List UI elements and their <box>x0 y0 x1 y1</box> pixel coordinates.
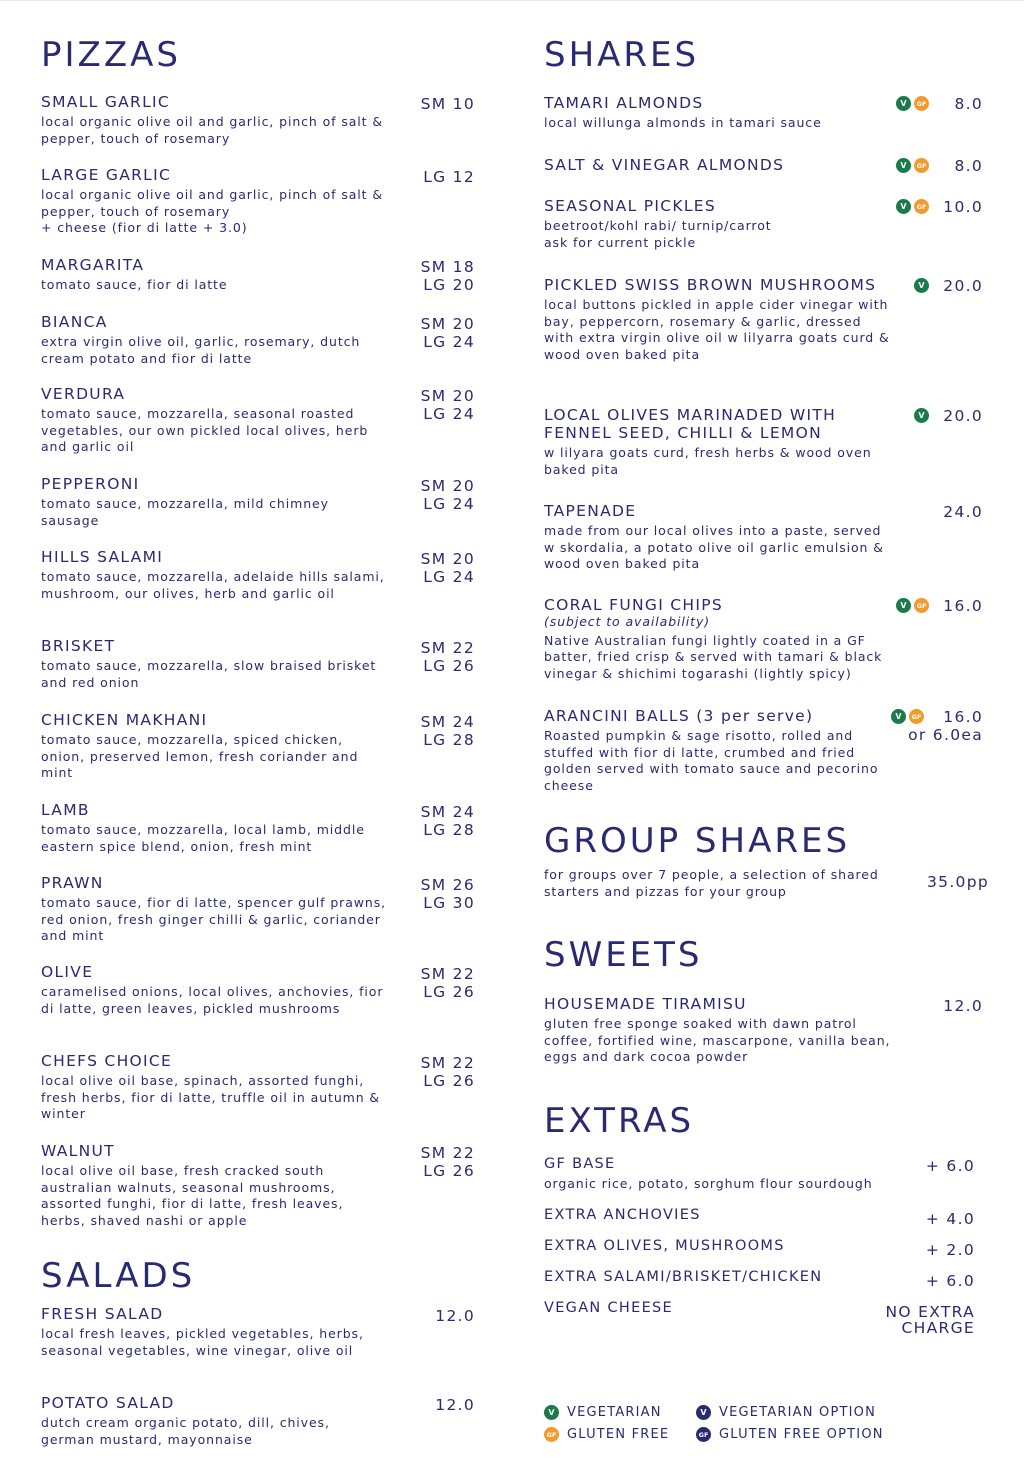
item-price <box>926 1273 975 1289</box>
vegetarian-icon: V <box>896 598 911 613</box>
item-description: tomato sauce, mozzarella, local lamb, middle eastern spice blend, onion, fresh mint <box>41 822 365 854</box>
item-name: SMALL GARLIC <box>41 93 171 111</box>
price-large: LG 30 <box>423 894 475 912</box>
diet-badges <box>896 158 929 173</box>
item-price <box>421 95 475 113</box>
item-price: 12.0 <box>943 997 983 1015</box>
diet-badges <box>896 96 929 111</box>
vegetarian-icon: V <box>544 1405 559 1420</box>
price-small: SM 22 <box>420 1144 475 1162</box>
item-name: MARGARITA <box>41 256 145 274</box>
menu-item <box>544 596 989 682</box>
vegetarian-icon: V <box>914 408 929 423</box>
item-price <box>943 407 983 425</box>
item-price <box>421 965 475 1001</box>
price-large: LG 24 <box>423 333 475 351</box>
item-name: EXTRA SALAMI/BRISKET/CHICKEN <box>544 1269 823 1285</box>
item-name: PRAWN <box>41 874 104 892</box>
item-name: EXTRA ANCHOVIES <box>544 1207 701 1223</box>
item-price <box>954 95 983 113</box>
item-description: caramelised onions, local olives, anchovies, fior di latte, green leaves, pickled mushrooms <box>41 984 384 1016</box>
item-name: CORAL FUNGI CHIPS <box>544 596 724 614</box>
price-main: 10.0 <box>943 198 983 216</box>
menu-item <box>41 1394 481 1448</box>
price-main: 20.0 <box>943 407 983 425</box>
legend-vegetarian-label: VEGETARIAN <box>567 1405 662 1420</box>
item-name: BRISKET <box>41 637 116 655</box>
price-small: SM 26 <box>420 876 475 894</box>
item-price <box>886 1304 975 1336</box>
diet-badges <box>914 408 929 423</box>
item-description: local fresh leaves, pickled vegetables, herbs, seasonal vegetables, wine vinegar, olive oil <box>41 1326 364 1358</box>
price-extra: CHARGE <box>901 1319 975 1337</box>
price-main: 8.0 <box>954 157 983 175</box>
item-name: LOCAL OLIVES MARINADED WITH FENNEL SEED, CHILLI & LEMON <box>544 406 837 442</box>
item-name: POTATO SALAD <box>41 1394 175 1412</box>
item-description: tomato sauce, mozzarella, mild chimney sausage <box>41 496 329 528</box>
group-shares-desc: for groups over 7 people, a selection of shared starters and pizzas for your group <box>544 867 879 899</box>
price-main: + 6.0 <box>925 1157 975 1175</box>
item-description: gluten free sponge soaked with dawn patrol coffee, fortified wine, mascarpone, vanilla bean, eggs and dark cocoa powder <box>544 1016 891 1064</box>
menu-item <box>544 707 989 794</box>
legend-vegetarian-option <box>696 1405 876 1420</box>
vegetarian-icon: V <box>896 199 911 214</box>
item-name: LARGE GARLIC <box>41 166 172 184</box>
price-large: LG 24 <box>423 495 475 513</box>
item-name: ARANCINI BALLS (3 per serve) <box>544 707 814 725</box>
item-description: Roasted pumpkin & sage risotto, rolled and stuffed with fior di latte, crumbed and fried golden served with tomato sauce and pecorino cheese <box>544 728 879 793</box>
item-name: LAMB <box>41 801 90 819</box>
menu-item <box>41 1052 481 1123</box>
item-description: tomato sauce, fior di latte, spencer gulf prawns, red onion, fresh ginger chilli & garlic, coriander and mint <box>41 895 387 943</box>
item-price <box>954 157 983 175</box>
menu-item <box>544 1268 989 1290</box>
extras-title: EXTRAS <box>544 1101 695 1141</box>
price-large: LG 28 <box>423 731 475 749</box>
item-description: local willunga almonds in tamari sauce <box>544 115 822 130</box>
item-price <box>908 708 983 744</box>
item-description: dutch cream organic potato, dill, chives, german mustard, mayonnaise <box>41 1415 330 1447</box>
item-name: HILLS SALAMI <box>41 548 164 566</box>
menu-item <box>544 1206 989 1228</box>
item-note: (subject to availability) <box>544 614 711 629</box>
item-name: HOUSEMADE TIRAMISU <box>544 995 747 1013</box>
top-rule <box>0 0 1024 1</box>
price-main: 16.0 <box>943 597 983 615</box>
item-price <box>943 198 983 216</box>
price-main: 24.0 <box>943 503 983 521</box>
diet-badges <box>914 278 929 293</box>
menu-item <box>41 548 481 602</box>
price-small: SM 22 <box>420 1054 475 1072</box>
item-description: tomato sauce, mozzarella, adelaide hills salami, mushroom, our olives, herb and garlic oil <box>41 569 385 601</box>
legend-vegetarian-option-label: VEGETARIAN OPTION <box>719 1405 877 1420</box>
price-small: SM 20 <box>420 387 475 405</box>
menu-item <box>544 276 989 363</box>
vegetarian-icon: V <box>896 96 911 111</box>
item-description: local olive oil base, spinach, assorted funghi, fresh herbs, fior di latte, truffle oil in autumn & winter <box>41 1073 381 1121</box>
item-price <box>943 277 983 295</box>
item-name: BIANCA <box>41 313 108 331</box>
item-description: Native Australian fungi lightly coated in a GF batter, fried crisp & served with tamari & black vinegar & shichimi togarashi (lightly spicy) <box>544 632 883 681</box>
item-price <box>421 387 475 423</box>
item-price <box>943 597 983 615</box>
diet-badges <box>896 598 929 613</box>
item-description: local buttons pickled in apple cider vinegar with bay, peppercorn, rosemary & garlic, dressed with extra virgin olive oil w lilyarra goats curd & wood oven baked pita <box>544 297 890 362</box>
menu-item <box>41 637 481 691</box>
item-price <box>421 713 475 749</box>
price-large: LG 26 <box>423 1072 475 1090</box>
price-large: LG 26 <box>423 657 475 675</box>
price-small: SM 24 <box>420 713 475 731</box>
gluten-free-icon: GF <box>914 96 929 111</box>
item-name: WALNUT <box>41 1142 115 1160</box>
price-main: + 2.0 <box>925 1241 975 1259</box>
item-name: FRESH SALAD <box>41 1305 164 1323</box>
item-price: 12.0 <box>435 1396 475 1414</box>
menu-item <box>544 94 989 132</box>
item-description: tomato sauce, mozzarella, seasonal roasted vegetables, our own pickled local olives, herb and garlic oil <box>41 406 369 454</box>
gluten-free-icon: GF <box>914 158 929 173</box>
price-main: 8.0 <box>954 95 983 113</box>
price-small: SM 24 <box>420 803 475 821</box>
item-price: 12.0 <box>435 1307 475 1325</box>
item-description: tomato sauce, fior di latte <box>41 277 228 292</box>
item-description: made from our local olives into a paste, served w skordalia, a potato olive oil garlic emulsion & wood oven baked pita <box>544 523 884 571</box>
price-large: LG 24 <box>423 405 475 423</box>
menu-item <box>41 385 481 456</box>
item-name: CHICKEN MAKHANI <box>41 711 208 729</box>
price-main: NO EXTRA <box>885 1303 975 1321</box>
price-small: SM 20 <box>420 315 475 333</box>
menu-item <box>544 197 989 251</box>
gluten-free-icon: GF <box>909 709 924 724</box>
group-shares-item <box>544 867 989 900</box>
price-main: 16.0 <box>943 708 983 726</box>
price-small: SM 10 <box>420 95 475 113</box>
item-name: VERDURA <box>41 385 126 403</box>
gluten-free-icon: GF <box>544 1427 559 1442</box>
menu-item <box>544 156 989 174</box>
item-description: w lilyara goats curd, fresh herbs & wood oven baked pita <box>544 445 872 477</box>
item-description: local organic olive oil and garlic, pinch of salt & pepper, touch of rosemary <box>41 114 383 146</box>
item-price <box>421 477 475 513</box>
legend-gluten-free <box>544 1427 669 1442</box>
vegetarian-icon: V <box>896 158 911 173</box>
menu-item <box>544 406 989 478</box>
menu-item <box>41 801 481 855</box>
item-name: PEPPERONI <box>41 475 140 493</box>
gluten-free-icon: GF <box>914 598 929 613</box>
price-small: SM 22 <box>420 965 475 983</box>
menu-item <box>41 963 481 1017</box>
menu-item <box>41 711 481 782</box>
price-large: LG 20 <box>423 276 475 294</box>
menu-item <box>544 502 989 573</box>
vegetarian-icon: V <box>914 278 929 293</box>
price-large: LG 24 <box>423 568 475 586</box>
pizzas-title: PIZZAS <box>41 35 181 75</box>
item-name: SEASONAL PICKLES <box>544 197 717 215</box>
item-price <box>421 1054 475 1090</box>
item-price <box>421 1144 475 1180</box>
price-small: LG 12 <box>423 168 475 186</box>
shares-title: SHARES <box>544 35 700 75</box>
item-name: CHEFS CHOICE <box>41 1052 173 1070</box>
price-large: LG 26 <box>423 983 475 1001</box>
item-description: beetroot/kohl rabi/ turnip/carrot <box>544 218 772 233</box>
item-name: TAPENADE <box>544 502 637 520</box>
vegetarian-option-icon: V <box>696 1405 711 1420</box>
menu-item <box>41 1142 481 1229</box>
price-small: SM 20 <box>420 477 475 495</box>
item-description: organic rice, potato, sorghum flour sourdough <box>544 1176 873 1191</box>
diet-badges <box>896 199 929 214</box>
price-main: 20.0 <box>943 277 983 295</box>
item-description: tomato sauce, mozzarella, spiced chicken, onion, preserved lemon, fresh coriander and mint <box>41 732 359 780</box>
menu-item <box>544 1299 989 1337</box>
group-shares-price: 35.0pp <box>927 873 989 891</box>
item-description-extra: + cheese (fior di latte + 3.0) <box>41 220 248 235</box>
gluten-free-option-icon: GF <box>696 1427 711 1442</box>
menu-item <box>41 256 481 294</box>
item-description: tomato sauce, mozzarella, slow braised brisket and red onion <box>41 658 377 690</box>
price-main: + 4.0 <box>925 1210 975 1228</box>
item-description: local organic olive oil and garlic, pinch of salt & pepper, touch of rosemary <box>41 187 383 219</box>
item-price <box>943 503 983 521</box>
group-shares-title: GROUP SHARES <box>544 821 851 861</box>
item-price <box>926 1158 975 1174</box>
menu-item <box>41 1305 481 1359</box>
gluten-free-icon: GF <box>914 199 929 214</box>
price-large: LG 28 <box>423 821 475 839</box>
item-price <box>421 876 475 912</box>
menu-item <box>41 313 481 367</box>
price-each: or 6.0ea <box>908 726 983 744</box>
item-price <box>421 803 475 839</box>
item-name: OLIVE <box>41 963 94 981</box>
item-price <box>926 1211 975 1227</box>
menu-item <box>544 1237 989 1259</box>
legend-gluten-free-option <box>696 1427 884 1442</box>
item-description: local olive oil base, fresh cracked south australian walnuts, seasonal mushrooms, assorted funghi, fior di latte, fresh leaves, herbs, shaved nashi or apple <box>41 1163 344 1228</box>
item-name: GF BASE <box>544 1156 616 1172</box>
item-price <box>423 168 475 186</box>
legend-gluten-free-label: GLUTEN FREE <box>567 1427 670 1442</box>
legend-vegetarian <box>544 1405 662 1420</box>
item-description-extra: ask for current pickle <box>544 234 697 250</box>
price-main: + 6.0 <box>925 1272 975 1290</box>
menu-item <box>41 93 481 147</box>
salads-title: SALADS <box>41 1256 196 1296</box>
item-description: extra virgin olive oil, garlic, rosemary, dutch cream potato and fior di latte <box>41 334 361 366</box>
legend-gluten-free-option-label: GLUTEN FREE OPTION <box>719 1427 884 1442</box>
menu-item <box>544 1155 989 1193</box>
item-price <box>421 639 475 675</box>
item-name: VEGAN CHEESE <box>544 1300 674 1316</box>
menu-item <box>41 475 481 529</box>
item-name: TAMARI ALMONDS <box>544 94 704 112</box>
menu-item <box>41 874 481 945</box>
item-name: PICKLED SWISS BROWN MUSHROOMS <box>544 276 877 294</box>
menu-item <box>544 995 989 1066</box>
price-small: SM 22 <box>420 639 475 657</box>
item-price <box>421 315 475 351</box>
price-small: SM 18 <box>420 258 475 276</box>
item-name: EXTRA OLIVES, MUSHROOMS <box>544 1238 785 1254</box>
price-small: SM 20 <box>420 550 475 568</box>
vegetarian-icon: V <box>891 709 906 724</box>
price-large: LG 26 <box>423 1162 475 1180</box>
menu-item <box>41 166 481 237</box>
item-price <box>421 258 475 294</box>
item-price <box>926 1242 975 1258</box>
item-price <box>421 550 475 586</box>
sweets-title: SWEETS <box>544 935 703 975</box>
item-name: SALT & VINEGAR ALMONDS <box>544 156 785 174</box>
